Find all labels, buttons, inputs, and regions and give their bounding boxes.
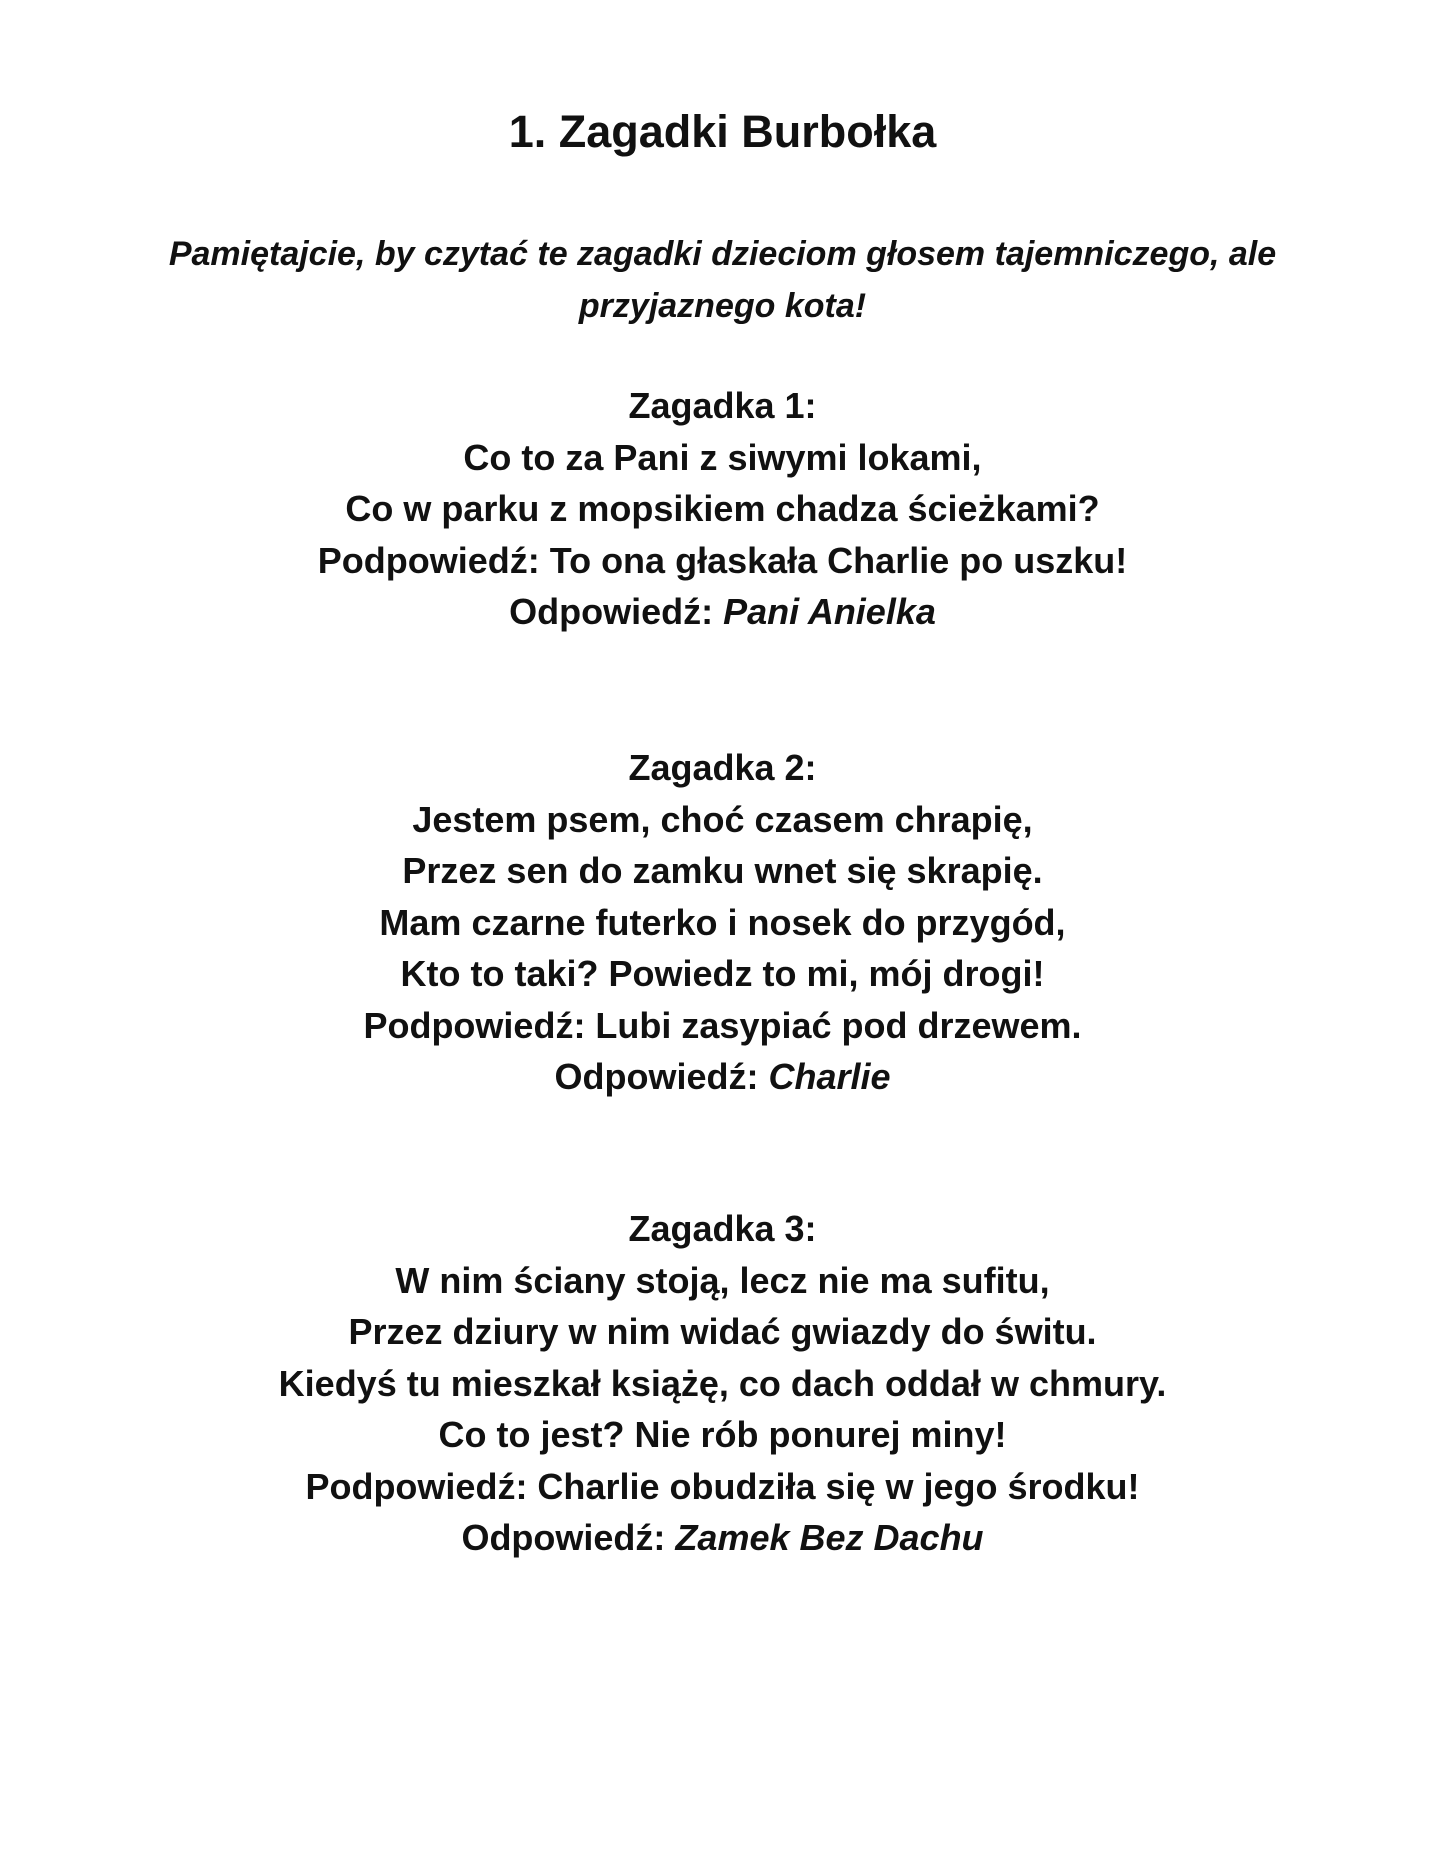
answer-label: Odpowiedź: xyxy=(461,1517,666,1558)
riddle-line: W nim ściany stoją, lecz nie ma sufitu, xyxy=(395,1259,1050,1301)
riddle-answer-line xyxy=(0,586,1445,638)
answer-label: Odpowiedź: xyxy=(509,591,714,632)
answer-value: Charlie xyxy=(768,1056,891,1097)
riddle-line: Co to za Pani z siwymi lokami, xyxy=(463,436,982,478)
intro-note: Pamiętajcie, by czytać te zagadki dzieciom głosem tajemniczego, ale przyjaznego kota! xyxy=(168,235,1277,325)
riddle-answer-line xyxy=(0,1512,1445,1564)
riddle-line: Co to jest? Nie rób ponurej miny! xyxy=(438,1414,1007,1455)
riddle-heading: Zagadka 3: xyxy=(628,1208,817,1249)
riddle-line: Mam czarne futerko i nosek do przygód, xyxy=(379,901,1066,943)
riddle-line: Co w parku z mopsikiem chadza ścieżkami? xyxy=(345,488,1100,529)
riddle-heading: Zagadka 2: xyxy=(628,747,817,788)
answer-value: Zamek Bez Dachu xyxy=(675,1517,984,1558)
riddle-line: Jestem psem, choć czasem chrapię, xyxy=(412,798,1033,840)
riddle-hint: Podpowiedź: To ona głaskała Charlie po uszku! xyxy=(317,539,1128,581)
riddle-3 xyxy=(0,1203,1445,1564)
riddle-hint: Podpowiedź: Lubi zasypiać pod drzewem. xyxy=(363,1004,1082,1046)
answer-label: Odpowiedź: xyxy=(554,1056,759,1097)
riddle-answer-line xyxy=(0,1051,1445,1103)
riddle-line: Kiedyś tu mieszkał książę, co dach oddał w chmury. xyxy=(278,1362,1167,1404)
riddle-2 xyxy=(0,742,1445,1103)
riddle-line: Przez dziury w nim widać gwiazdy do świtu. xyxy=(348,1311,1097,1352)
answer-value: Pani Anielka xyxy=(723,591,936,632)
page-title: 1. Zagadki Burbołka xyxy=(508,106,937,157)
riddle-1 xyxy=(0,380,1445,638)
riddle-hint: Podpowiedź: Charlie obudziła się w jego środku! xyxy=(305,1465,1140,1507)
riddle-line: Przez sen do zamku wnet się skrapię. xyxy=(402,850,1043,891)
riddle-line: Kto to taki? Powiedz to mi, mój drogi! xyxy=(400,953,1045,994)
riddle-heading: Zagadka 1: xyxy=(628,385,817,426)
